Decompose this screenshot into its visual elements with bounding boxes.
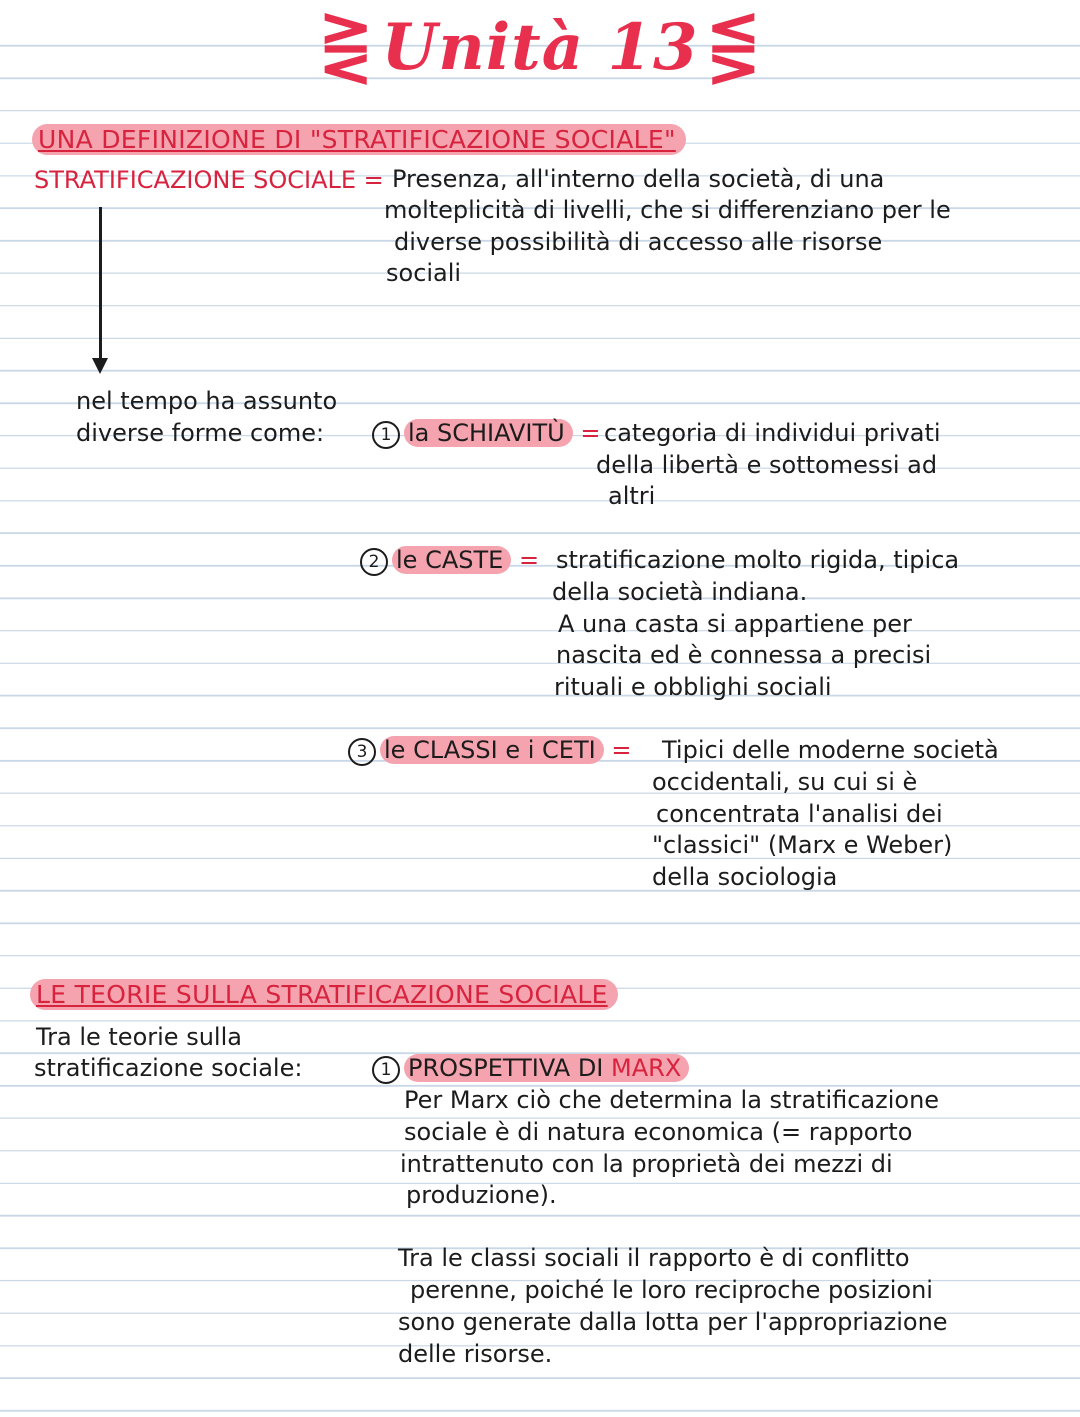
perspective-prefix: PROSPETTIVA DI [408, 1054, 604, 1082]
definition-equals: = [363, 166, 384, 194]
marx-paragraph2-line-3: sono generate dalla lotta per l'appropriazione [398, 1308, 948, 1336]
theories-intro-line-2: stratificazione sociale: [34, 1054, 303, 1082]
form-3-label-row [348, 735, 631, 766]
down-arrow-line [99, 207, 102, 367]
definition-line-1: Presenza, all'interno della società, di una [392, 165, 885, 193]
form-2-number-icon: 2 [360, 548, 388, 576]
definition-term-row [34, 166, 384, 194]
form-3-desc-line-2: occidentali, su cui si è [652, 768, 918, 796]
form-3-equals: = [611, 736, 632, 764]
definition-term: STRATIFICAZIONE SOCIALE [34, 166, 357, 194]
marx-paragraph1-line-3: intrattenuto con la proprietà dei mezzi di [400, 1150, 893, 1178]
form-1-number-icon: 1 [372, 421, 400, 449]
down-arrow-icon [92, 358, 108, 374]
marx-paragraph2-line-4: delle risorse. [398, 1340, 553, 1368]
form-1-desc-line-3: altri [608, 482, 656, 510]
section2-heading-wrap [30, 980, 618, 1009]
form-3-label: le CLASSI e i CETI [380, 736, 604, 764]
marx-perspective-label [404, 1054, 689, 1082]
form-3-number-icon: 3 [348, 738, 376, 766]
form-1-label: la SCHIAVITÙ [404, 419, 573, 447]
form-2-desc-line-3: A una casta si appartiene per [558, 610, 912, 638]
marx-paragraph1-line-2: sociale è di natura economica (= rapporto [404, 1118, 913, 1146]
page-title [0, 10, 1080, 85]
form-3-desc-line-5: della sociologia [652, 863, 838, 891]
form-3-desc-line-4: "classici" (Marx e Weber) [652, 831, 953, 859]
section2-heading: LE TEORIE SULLA STRATIFICAZIONE SOCIALE [30, 979, 618, 1010]
form-1-desc-line-1: categoria di individui privati [604, 419, 941, 447]
title-decoration-right: ⋚ [706, 10, 762, 85]
marx-perspective-label-row [372, 1053, 689, 1084]
section1-heading: UNA DEFINIZIONE DI "STRATIFICAZIONE SOCIALE" [32, 124, 686, 155]
form-1-label-row [372, 418, 600, 449]
form-2-equals: = [518, 546, 540, 574]
form-2-desc-line-5: rituali e obblighi sociali [554, 673, 832, 701]
form-3-desc-line-3: concentrata l'analisi dei [656, 800, 943, 828]
form-2-desc-line-2: della società indiana. [552, 578, 808, 606]
forms-intro-line-2: diverse forme come: [76, 419, 325, 447]
title-text: Unità 13 [381, 10, 699, 85]
perspective-1-number-icon: 1 [372, 1056, 400, 1084]
form-1-equals: = [580, 419, 601, 447]
form-2-desc-line-4: nascita ed è connessa a precisi [556, 641, 932, 669]
form-2-desc-line-1: stratificazione molto rigida, tipica [556, 546, 960, 574]
definition-line-4: sociali [386, 259, 462, 287]
title-decoration-left: ⋛ [318, 10, 374, 85]
definition-line-2: molteplicità di livelli, che si differenziano per le [384, 196, 951, 224]
definition-line-3: diverse possibilità di accesso alle risorse [394, 228, 883, 256]
marx-paragraph2-line-1: Tra le classi sociali il rapporto è di conflitto [398, 1244, 910, 1272]
theories-intro-line-1: Tra le teorie sulla [36, 1023, 242, 1051]
forms-intro-line-1: nel tempo ha assunto [76, 387, 338, 415]
form-2-label: le CASTE [392, 546, 511, 574]
perspective-name: MARX [611, 1054, 682, 1082]
form-3-desc-line-1: Tipici delle moderne società [662, 736, 999, 764]
form-2-label-row [360, 545, 539, 576]
marx-paragraph2-line-2: perenne, poiché le loro reciproche posizioni [410, 1276, 933, 1304]
section1-heading-wrap [32, 125, 686, 154]
form-1-desc-line-2: della libertà e sottomessi ad [596, 451, 938, 479]
marx-paragraph1-line-4: produzione). [406, 1181, 557, 1209]
marx-paragraph1-line-1: Per Marx ciò che determina la stratificazione [404, 1086, 940, 1114]
